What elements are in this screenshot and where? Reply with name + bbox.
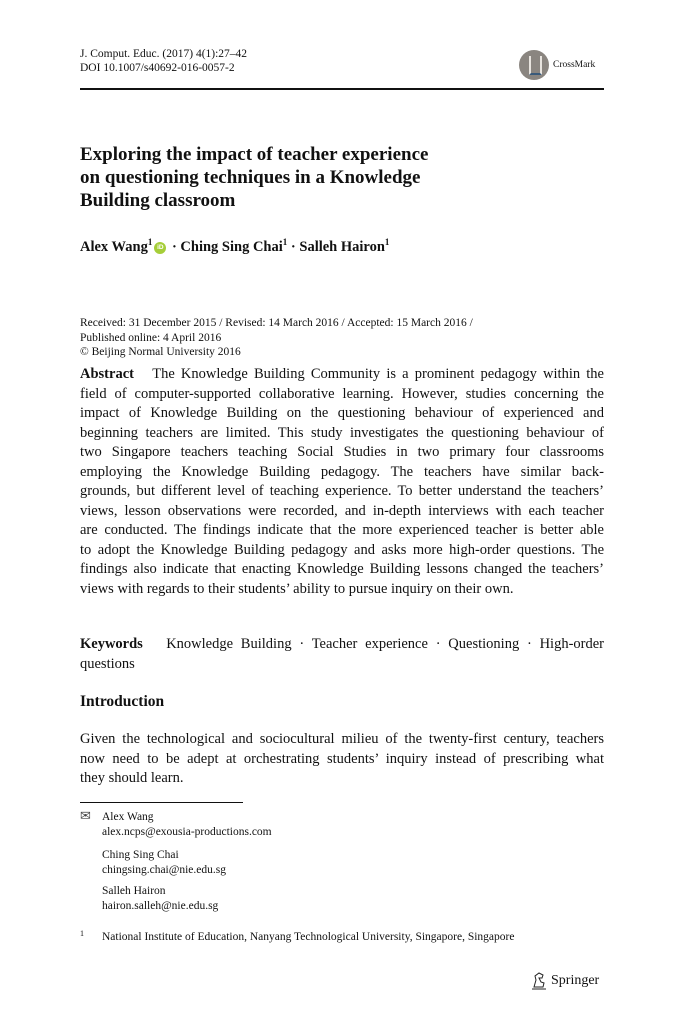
introduction-paragraph [80, 730, 604, 789]
article-dates [80, 316, 473, 360]
abstract-line: views with regards to their students’ ability to pursue inquiry on their own. [80, 580, 514, 597]
keywords-line: questions [80, 655, 135, 672]
abstract-line: beginning teachers are limited. This study investigates the questioning behaviour of [80, 424, 604, 441]
journal-citation: J. Comput. Educ. (2017) 4(1):27–42 [80, 48, 248, 60]
contact [80, 848, 226, 877]
title-line: Building classroom [80, 190, 236, 211]
envelope-icon: ✉ [80, 808, 91, 823]
keywords-label: Keywords [80, 636, 143, 652]
contact-name: Salleh Hairon [102, 885, 166, 897]
copyright: © Beijing Normal University 2016 [80, 346, 241, 358]
publisher-name: Springer [551, 973, 600, 988]
author-name: Alex Wang [80, 238, 148, 255]
doi[interactable]: DOI 10.1007/s40692-016-0057-2 [80, 62, 235, 74]
intro-line: now need to be adept at orchestrating students’ inquiry instead of prescribing what [80, 750, 604, 767]
author-affil: 1 [282, 237, 288, 247]
springer-horse-icon [531, 972, 547, 990]
abstract-line: employing the Knowledge Building pedagogy. The teachers have similar back- [80, 463, 604, 480]
section-heading-introduction: Introduction [80, 693, 165, 710]
abstract-line: field of computer-supported collaborative learning. However, studies concerning the [80, 385, 604, 402]
keywords [80, 635, 604, 674]
paper-title [80, 143, 500, 212]
contact-name: Alex Wang [102, 811, 154, 823]
title-line: Exploring the impact of teacher experience [80, 144, 429, 165]
intro-line: Given the technological and sociocultural milieu of the twenty-first century, teachers [80, 731, 604, 747]
affiliation-text: National Institute of Education, Nanyang Technological University, Singapore, Singapore [102, 931, 515, 943]
abstract-line [80, 365, 604, 385]
crossmark-icon [519, 50, 549, 80]
contact-email[interactable]: chingsing.chai@nie.edu.sg [102, 863, 226, 876]
orcid-icon[interactable]: iD [154, 242, 166, 254]
contact-name: Ching Sing Chai [102, 849, 179, 861]
author-list: Alex Wang$^1$ iD · Ching Sing Chai$^1$ · Salleh Hairon$^1$ [80, 237, 390, 255]
abstract-line: views, lesson observations were recorded, and in-depth interviews with each teacher [80, 502, 604, 519]
abstract-line: to adopt the Knowledge Building pedagogy and asks more high-order questions. The [80, 541, 604, 558]
footnote-rule [80, 802, 243, 803]
author-affil: 1 [147, 237, 153, 247]
abstract-line: impact of Knowledge Building on the questioning behaviour of experienced and [80, 405, 604, 421]
keywords-line [80, 635, 604, 655]
crossmark-badge[interactable] [519, 50, 595, 80]
abstract-line: grounds, but different level of teaching experience. To better understand the teachers’ [80, 483, 604, 499]
author-affil: 1 [384, 237, 390, 247]
author-name: Ching Sing Chai [180, 238, 283, 255]
published-date: Published online: 4 April 2016 [80, 331, 222, 344]
author-name: Salleh Hairon [299, 238, 385, 255]
contact-email[interactable]: hairon.salleh@nie.edu.sg [102, 899, 219, 912]
crossmark-label: CrossMark [553, 60, 596, 70]
journal-header [80, 47, 247, 75]
affiliation [80, 930, 514, 945]
received-dates: Received: 31 December 2015 / Revised: 14 March 2016 / Accepted: 15 March 2016 / [80, 317, 473, 329]
keywords-text: Knowledge Building · Teacher experience · Questioning · High-order [166, 636, 604, 652]
title-line: on questioning techniques in a Knowledge [80, 167, 421, 188]
intro-line: they should learn. [80, 770, 184, 786]
abstract [80, 365, 604, 599]
header-rule [80, 88, 604, 90]
publisher-logo [531, 972, 599, 990]
contact [80, 884, 218, 913]
abstract-line: are conducted. The findings indicate that the more experienced teacher is better able [80, 522, 604, 538]
affiliation-number: 1 [80, 929, 84, 938]
abstract-label: Abstract [80, 366, 134, 382]
contact-email[interactable]: alex.ncps@exousia-productions.com [102, 825, 272, 838]
abstract-line: findings also indicate that enacting Knowledge Building lessons changed the teachers’ [80, 561, 604, 577]
corresponding-author [80, 810, 272, 839]
abstract-line: two Singapore teachers teaching Social Studies in two primary four classrooms [80, 444, 604, 460]
abstract-text: The Knowledge Building Community is a prominent pedagogy within the [152, 366, 604, 382]
